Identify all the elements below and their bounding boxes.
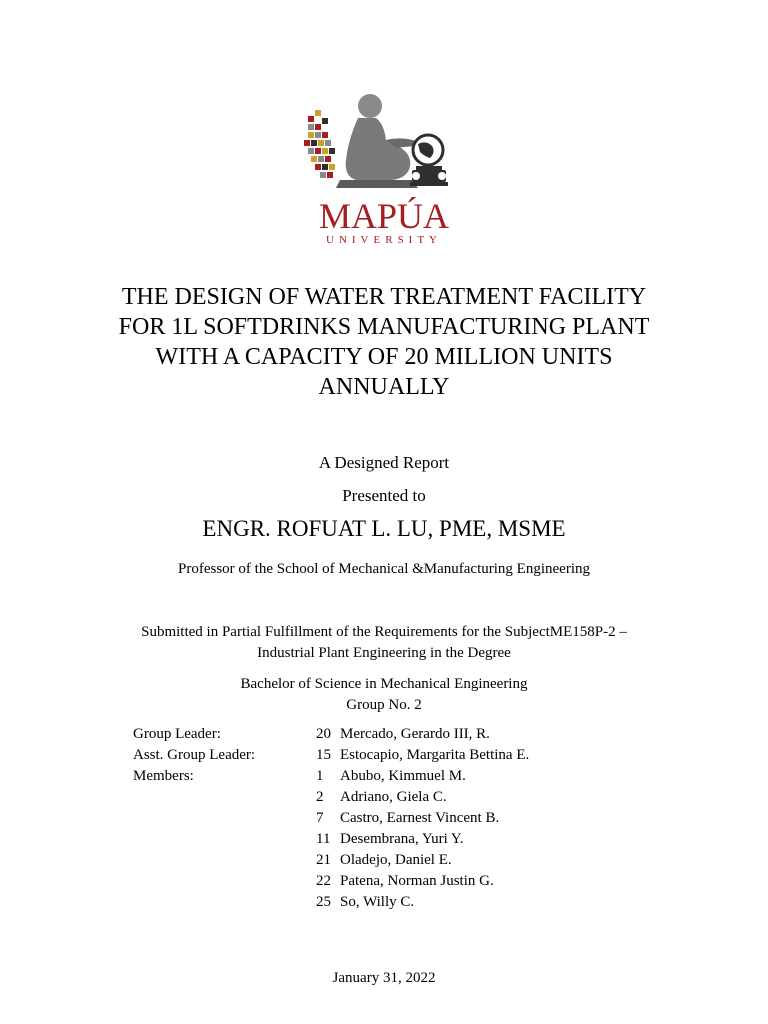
roster-role	[133, 829, 316, 850]
roster-row	[133, 766, 529, 787]
roster-role	[133, 892, 316, 913]
member-number: 22	[316, 873, 331, 889]
title-line: WITH A CAPACITY OF 20 MILLION UNITS	[155, 344, 613, 370]
roster-role	[133, 871, 316, 892]
pixel-mosaic	[304, 110, 335, 178]
member-number: 20	[316, 726, 331, 742]
roster-member	[316, 871, 494, 892]
submission-line: Submitted in Partial Fulfillment of the Requirements for the SubjectME158P-2 –	[141, 624, 627, 640]
presentee-role: Professor of the School of Mechanical &Manufacturing Engineering	[178, 561, 590, 577]
roster-row	[133, 745, 529, 766]
logo-subtitle: UNIVERSITY	[326, 234, 442, 246]
roster-member	[316, 724, 490, 745]
title-line: THE DESIGN OF WATER TREATMENT FACILITY	[121, 284, 647, 310]
roster-row	[133, 892, 529, 913]
roster-member	[316, 892, 414, 913]
presented-to-label: Presented to	[342, 486, 426, 505]
member-name: Patena, Norman Justin G.	[340, 873, 494, 889]
member-name: Castro, Earnest Vincent B.	[340, 810, 500, 826]
roster-row	[133, 787, 529, 808]
member-name: Desembrana, Yuri Y.	[340, 831, 464, 847]
roster-row	[133, 850, 529, 871]
member-name: Abubo, Kimmuel M.	[340, 768, 466, 784]
submission-statement	[40, 622, 728, 664]
roster-role	[133, 850, 316, 871]
group-number: Group No. 2	[346, 697, 422, 713]
member-number: 7	[316, 810, 324, 826]
university-logo	[300, 80, 468, 248]
seated-figure	[336, 94, 422, 188]
report-title	[40, 282, 728, 402]
roster-role: Members:	[133, 768, 194, 784]
roster-row	[133, 808, 529, 829]
member-number: 15	[316, 747, 331, 763]
member-number: 21	[316, 852, 331, 868]
member-name: So, Willy C.	[340, 894, 415, 910]
roster-role	[133, 787, 316, 808]
roster-row	[133, 829, 529, 850]
roster-role: Asst. Group Leader:	[133, 747, 256, 763]
roster-member	[316, 745, 529, 766]
roster-row	[133, 724, 529, 745]
submission-line: Industrial Plant Engineering in the Degree	[257, 645, 511, 661]
title-line: FOR 1L SOFTDRINKS MANUFACTURING PLANT	[118, 314, 650, 340]
roster-member	[316, 787, 447, 808]
member-name: Estocapio, Margarita Bettina E.	[340, 747, 530, 763]
report-type: A Designed Report	[318, 453, 450, 472]
member-number: 25	[316, 894, 331, 910]
presentee-name: ENGR. ROFUAT L. LU, PME, MSME	[202, 516, 566, 541]
university-seal-graphic	[300, 80, 468, 248]
member-number: 1	[316, 768, 324, 784]
roster-member	[316, 808, 499, 829]
title-line: ANNUALLY	[318, 374, 450, 400]
degree-name: Bachelor of Science in Mechanical Engineering	[240, 676, 528, 692]
member-name: Mercado, Gerardo III, R.	[340, 726, 490, 742]
roster-row	[133, 871, 529, 892]
member-name: Adriano, Giela C.	[340, 789, 447, 805]
member-number: 2	[316, 789, 324, 805]
globe-on-pedestal	[410, 135, 448, 186]
member-name: Oladejo, Daniel E.	[340, 852, 452, 868]
roster-member	[316, 766, 466, 787]
logo-wordmark: MAPÚA	[318, 196, 450, 236]
report-date: January 31, 2022	[332, 970, 436, 986]
roster-member	[316, 850, 452, 871]
roster-role	[133, 808, 316, 829]
roster-role: Group Leader:	[133, 726, 221, 742]
group-roster	[133, 724, 529, 913]
member-number: 11	[316, 831, 331, 847]
roster-member	[316, 829, 464, 850]
